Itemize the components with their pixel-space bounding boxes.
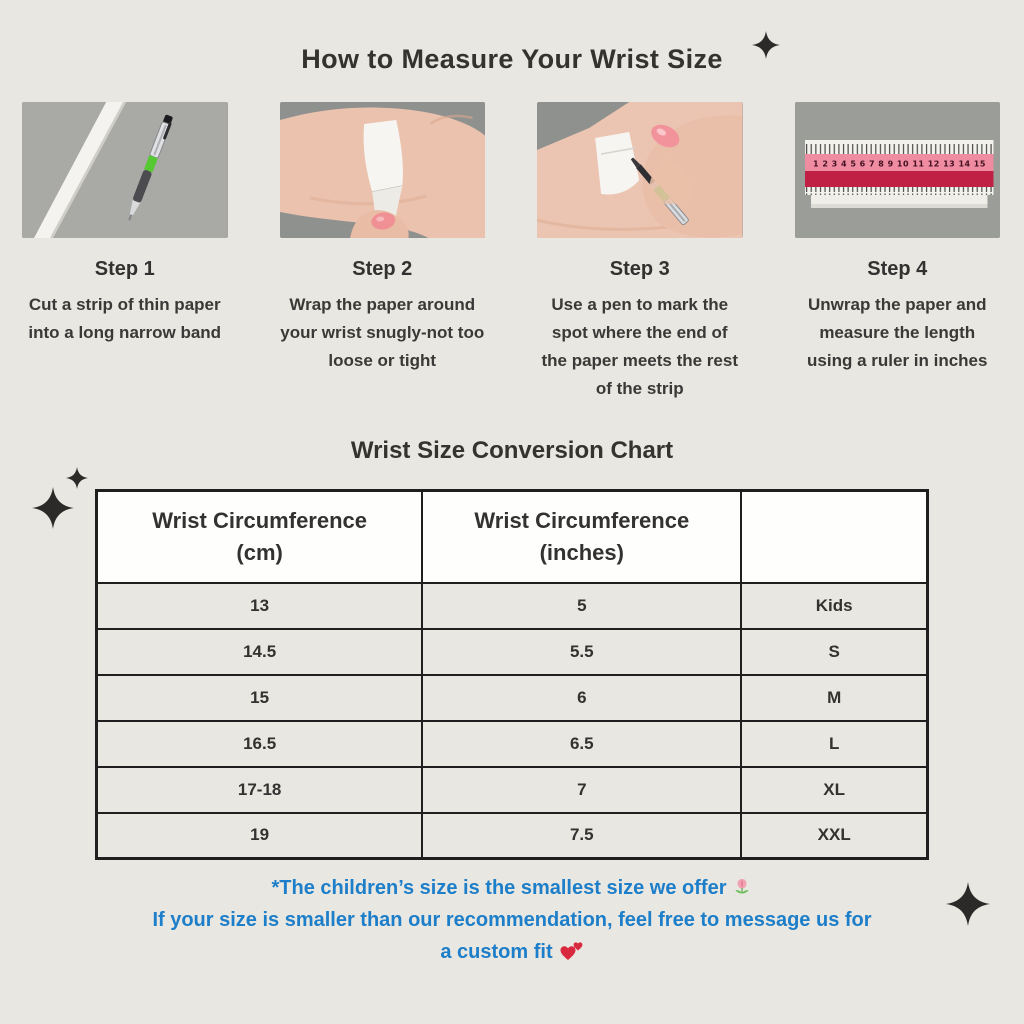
column-header-size	[741, 491, 927, 583]
step-label: Step 3	[609, 258, 670, 280]
conversion-chart-title: Wrist Size Conversion Chart	[350, 437, 674, 464]
table-row	[97, 629, 928, 675]
step-1	[22, 102, 228, 403]
cell-cm: 16.5	[97, 721, 423, 767]
cell-size: XXL	[741, 813, 927, 859]
step-description: Unwrap the paper and measure the length using a ruler in inches	[807, 295, 988, 370]
wrist-size-conversion-table	[95, 489, 929, 860]
table-row	[97, 675, 928, 721]
table-row	[97, 813, 928, 859]
ruler-scale-numbers: 1 2 3 4 5 6 7 8 9 10 11 12 13 14 15	[812, 159, 985, 169]
paper-strip-and-pencil-photo	[22, 102, 228, 238]
table-row	[97, 583, 928, 629]
cell-inches: 7.5	[422, 813, 741, 859]
column-header-cm: Wrist Circumference (cm)	[97, 491, 423, 583]
cell-size: L	[741, 721, 927, 767]
step-2	[280, 102, 486, 403]
pen-marking-paper-photo	[537, 102, 743, 238]
footer-text: *The children’s size is the smallest size we offer	[271, 877, 727, 899]
paper-wrapped-on-wrist-photo	[280, 102, 486, 238]
cell-inches: 6.5	[422, 721, 741, 767]
step-label: Step 1	[94, 258, 155, 280]
step-description: Cut a strip of thin paper into a long narrow band	[28, 295, 222, 342]
cell-cm: 13	[97, 583, 423, 629]
step-description: Use a pen to mark the spot where the end of the paper meets the rest of the strip	[541, 295, 738, 398]
cell-inches: 6	[422, 675, 741, 721]
sparkle-icon	[946, 878, 990, 930]
step-label: Step 2	[352, 258, 413, 280]
cell-size: Kids	[741, 583, 927, 629]
cell-inches: 7	[422, 767, 741, 813]
footer-notes	[0, 872, 1024, 968]
column-header-inches: Wrist Circumference (inches)	[422, 491, 741, 583]
footer-line-3	[0, 936, 1024, 968]
footer-line-1	[0, 872, 1024, 904]
cell-cm: 17-18	[97, 767, 423, 813]
ruler-measuring-photo	[795, 102, 1001, 238]
sparkle-icon	[32, 486, 74, 530]
cell-size: M	[741, 675, 927, 721]
sparkle-icon	[752, 28, 780, 62]
step-4	[795, 102, 1001, 403]
cell-inches: 5.5	[422, 629, 741, 675]
table-row	[97, 721, 928, 767]
cell-inches: 5	[422, 583, 741, 629]
step-3	[537, 102, 743, 403]
footer-text: a custom fit	[440, 941, 553, 963]
cell-size: XL	[741, 767, 927, 813]
tulip-icon	[732, 877, 752, 897]
page-title: How to Measure Your Wrist Size	[301, 44, 723, 74]
cell-cm: 19	[97, 813, 423, 859]
how-to-steps	[0, 102, 1024, 403]
table-header-row	[97, 491, 928, 583]
cell-cm: 14.5	[97, 629, 423, 675]
step-description: Wrap the paper around your wrist snugly-not too loose or tight	[280, 295, 485, 370]
two-hearts-icon	[559, 940, 584, 961]
cell-size: S	[741, 629, 927, 675]
cell-cm: 15	[97, 675, 423, 721]
table-row	[97, 767, 928, 813]
step-label: Step 4	[867, 258, 928, 280]
footer-line-2: If your size is smaller than our recommendation, feel free to message us for	[152, 909, 872, 931]
